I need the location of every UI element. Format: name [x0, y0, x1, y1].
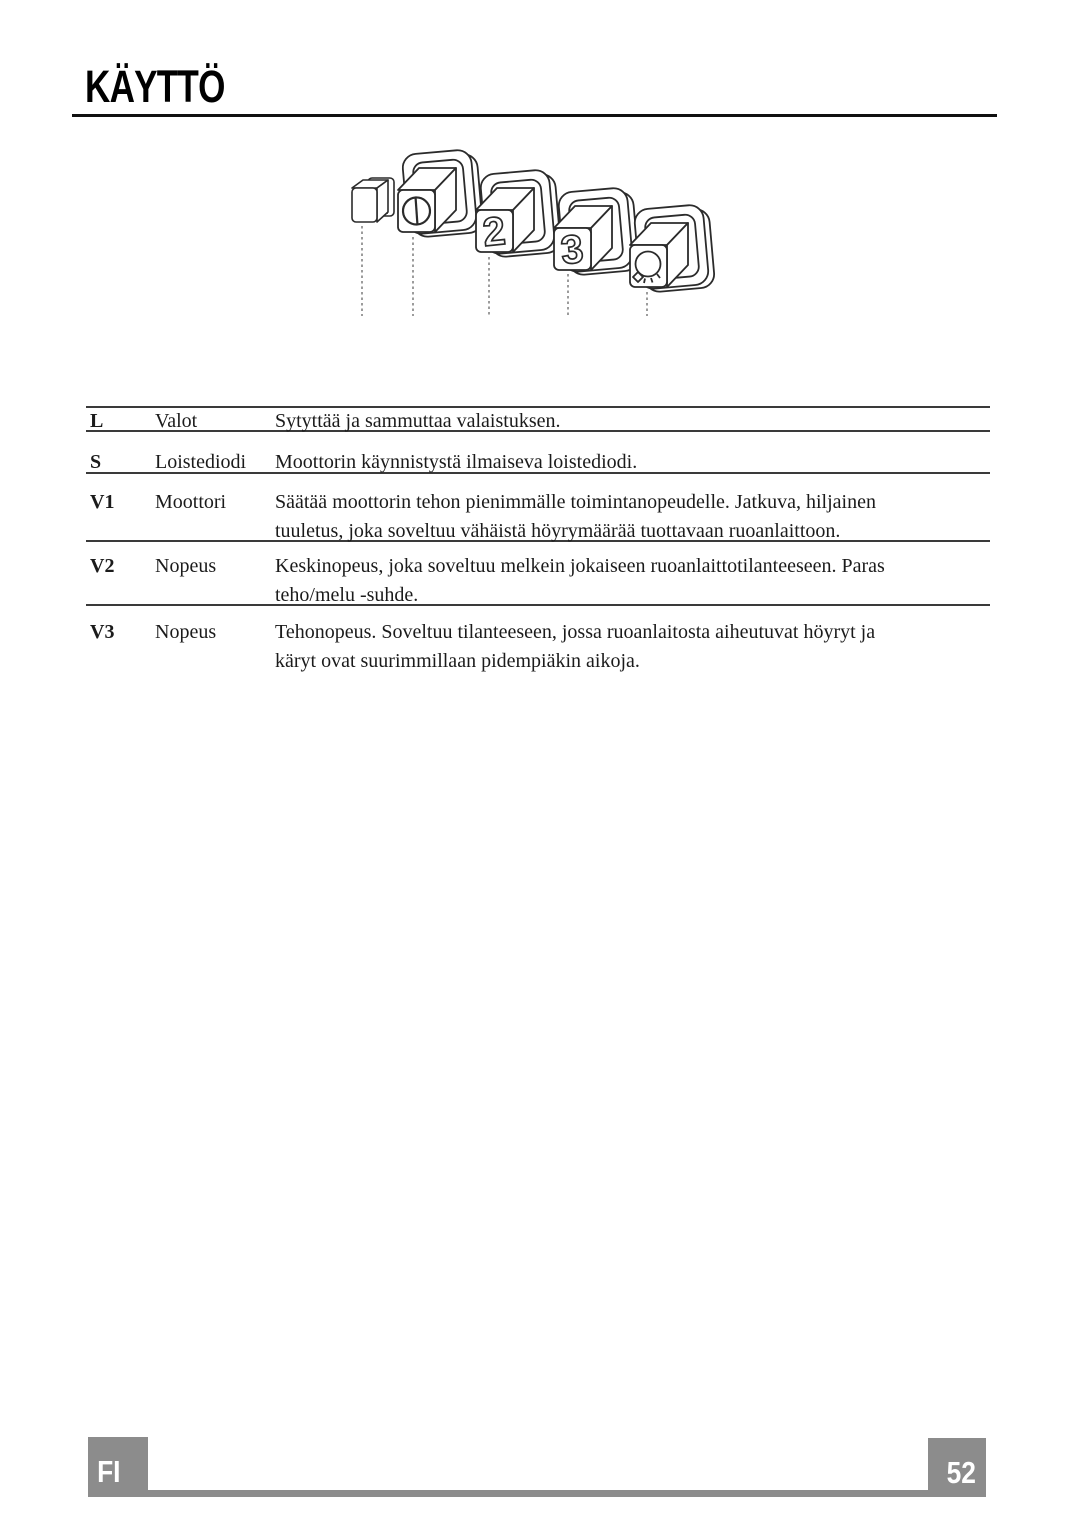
footer-bar [148, 1490, 928, 1497]
page-number-badge [928, 1438, 986, 1497]
row-description: Keskinopeus, joka soveltuu melkein jokaiseen ruoanlaittotilanteeseen. Paras teho/melu -suhde. [275, 555, 885, 606]
table-row [86, 552, 990, 610]
row-label: Nopeus [155, 621, 217, 643]
row-label: Valot [155, 410, 198, 432]
language-code: FI [97, 1454, 121, 1489]
row-description: Sytyttää ja sammuttaa valaistuksen. [275, 410, 561, 432]
digit-3-icon: 3 [558, 226, 586, 274]
table-row [86, 407, 990, 436]
row-label: Nopeus [155, 555, 217, 577]
page-number: 52 [946, 1455, 976, 1490]
table-row [86, 488, 990, 546]
control-buttons-figure [330, 140, 750, 330]
speed3-button-icon [554, 187, 639, 276]
row-code: V2 [90, 555, 115, 577]
row-label: Loistediodi [155, 451, 247, 473]
row-description: Tehonopeus. Soveltuu tilanteeseen, jossa ruoanlaitosta aiheutuvat höyryt ja käryt ovat suurimmillaan pidempiäkin aikoja. [275, 621, 876, 672]
row-code: L [90, 410, 104, 432]
row-code: S [90, 451, 102, 473]
table-row [86, 618, 990, 676]
speed2-button-icon [476, 169, 561, 258]
light-button-icon [630, 204, 715, 293]
row-code: V3 [90, 621, 115, 643]
title-rule [72, 114, 997, 117]
page-title: KÄYTTÖ [85, 61, 225, 112]
row-code: V1 [90, 491, 115, 513]
speed1-button-icon [398, 149, 483, 238]
digit-2-icon: 2 [480, 208, 508, 256]
language-badge [88, 1437, 148, 1497]
row-label: Moottori [155, 491, 227, 513]
led-indicator-icon [352, 178, 394, 222]
table-row [86, 448, 990, 477]
row-description: Säätää moottorin tehon pienimmälle toimintanopeudelle. Jatkuva, hiljainen tuuletus, joka soveltuu vähäistä höyrymäärää tuottavaan ruoanlaittoon. [275, 491, 876, 542]
row-description: Moottorin käynnistystä ilmaiseva loistediodi. [275, 451, 638, 473]
